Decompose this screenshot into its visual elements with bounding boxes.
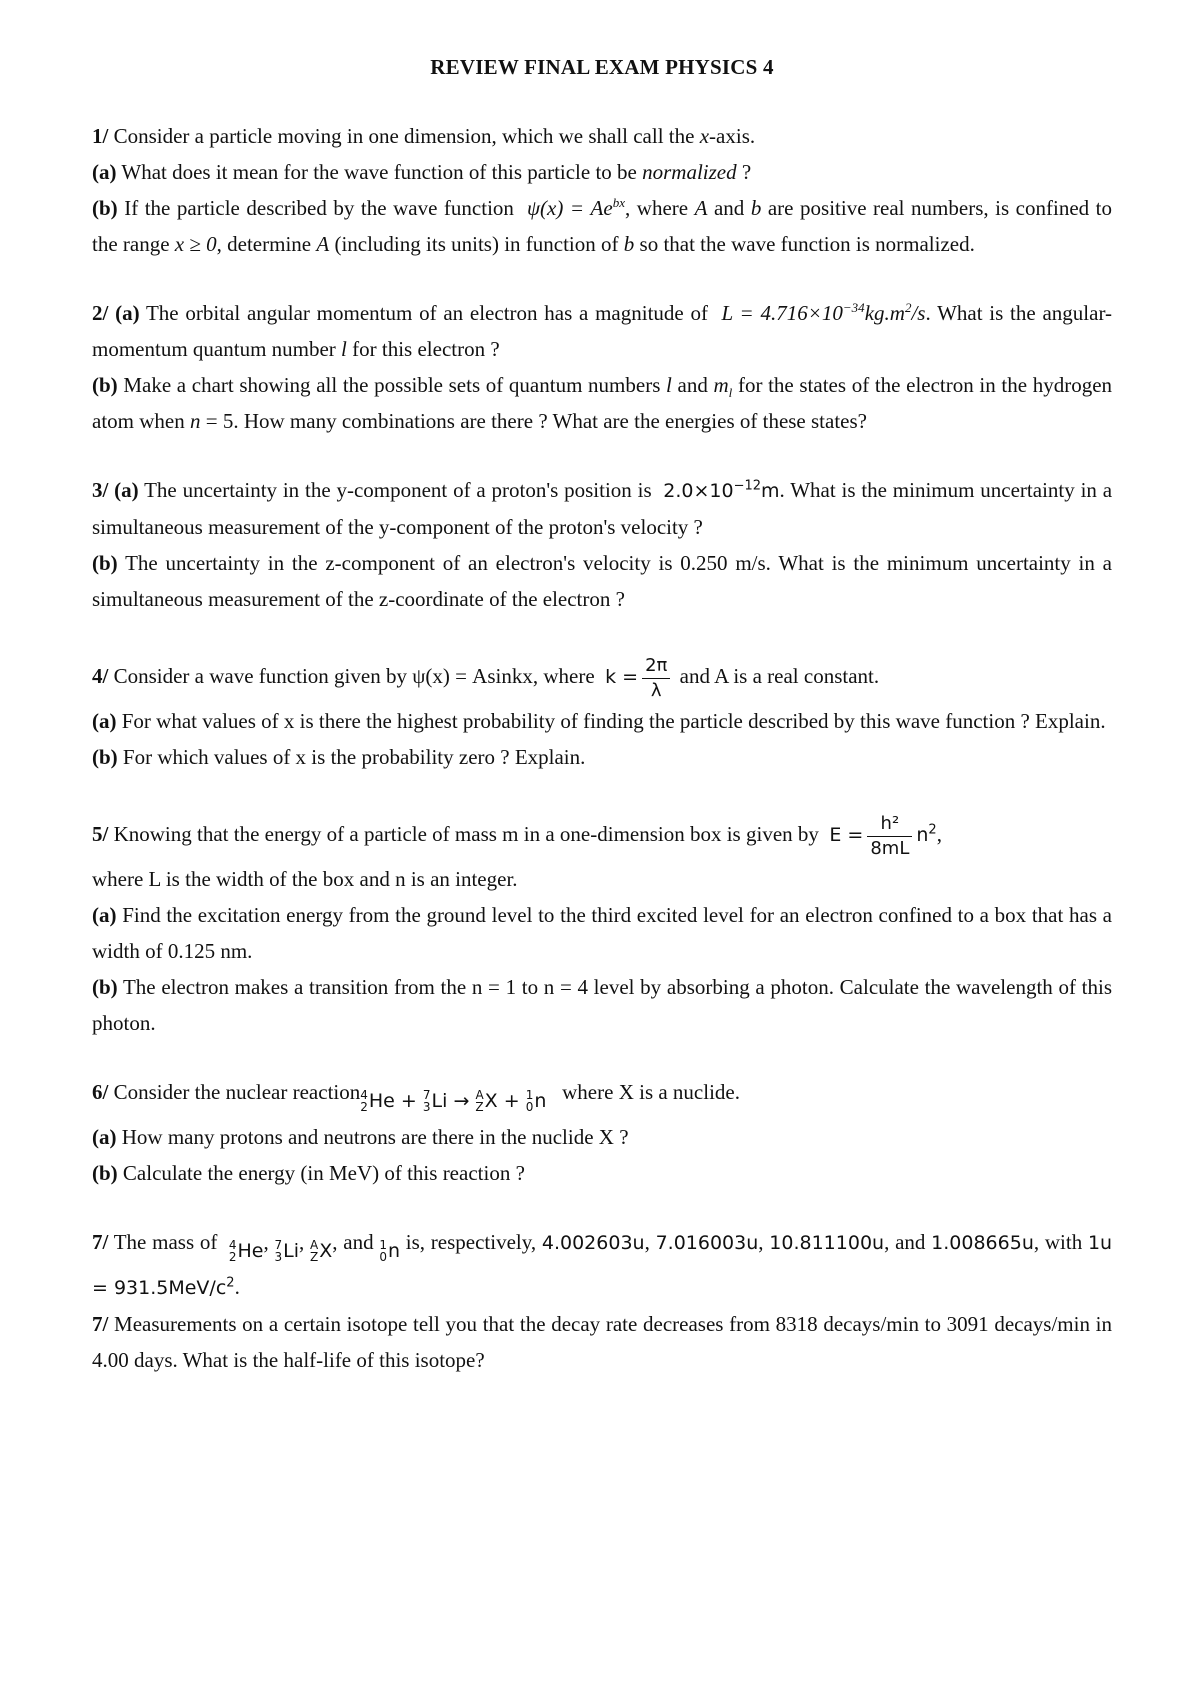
energy-fraction: $\frac{\text{h²}}{8mL}$ — [867, 812, 912, 861]
q1-intro: 1/ Consider a particle moving in one dimension, which we shall call the x-axis. — [92, 124, 756, 148]
q1-part-a: (a) What does it mean for the wave function of this particle to be normalized ? — [92, 160, 752, 184]
document-title: REVIEW FINAL EXAM PHYSICS 4 — [430, 55, 774, 79]
q2-part-a: 2/ (a) The orbital angular momentum of an electron has a magnitude of $L = 4.716\times 10^{-34}kg.m^2/s$. What is the angular-momentum quantum number l for this electron ? — [92, 300, 1113, 361]
range-formula: x ≥ 0 — [174, 232, 217, 256]
nuclear-reaction-equation: 4 2 He + 7 3 Li → A Z X + 1 0 n — [360, 1088, 547, 1114]
q3-part-a: 3/ (a) The uncertainty in the y-component of a proton's position is $2.0\times 10^{-12}m$. What is the minimum uncertainty in a simultaneous measurement of the y-component of the proton's velocity ? — [92, 478, 1113, 539]
q5-part-b: (b) The electron makes a transition from the n = 1 to n = 4 level by absorbing a photon. Calculate the wavelength of this photon. — [92, 975, 1112, 1035]
document-page — [92, 55, 1112, 1378]
q4-part-b: (b) For which values of x is the probability zero ? Explain. — [92, 745, 586, 769]
nuclide-li: 7 3 Li — [274, 1238, 299, 1264]
q5-where: where L is the width of the box and n is an integer. — [92, 867, 518, 891]
mass-energy-conversion: $1u = 931.5MeV/c^2$ — [92, 1232, 1113, 1299]
nuclide-x: A Z X — [310, 1238, 333, 1264]
q1-number: 1/ — [92, 124, 109, 148]
nuclide-he: 4 2 He — [228, 1238, 264, 1264]
q6-intro: 6/ Consider the nuclear reaction 4 2 He + 7 3 Li → A Z X + 1 0 n where X is a nuclide. — [92, 1074, 1112, 1119]
angular-momentum-formula: $L = 4.716\times 10^{-34}kg.m^2/s$ — [721, 300, 926, 325]
q6-part-a: (a) How many protons and neutrons are there in the nuclide X ? — [92, 1125, 629, 1149]
q4-intro: 4/ Consider a wave function given by ψ(x) = Asinkx, where k = $\frac{2\pi}{\lambda}$ and A is a real constant. — [92, 654, 880, 701]
q6-part-b: (b) Calculate the energy (in MeV) of this reaction ? — [92, 1161, 525, 1185]
wave-function-formula: $\psi(x) = Ae^{bx}$ — [526, 195, 625, 220]
wave-number-fraction: $\frac{2\pi}{\lambda}$ — [642, 654, 670, 703]
q5-intro: 5/ Knowing that the energy of a particle of mass m in a one-dimension box is given by E = $\frac{\text{h²}}{8mL}$ $n^2$, — [92, 812, 942, 859]
q4-part-a: (a) For what values of x is there the highest probability of finding the particle described by this wave function ? Explain. — [92, 709, 1106, 733]
q7-masses: 7/ The mass of 4 2 He , 7 3 Li , A Z X , and 1 0 n is, respectively, 4.002603u, 7.016003u, 10.811100u, and 1.008665u, with $1u = 931.5MeV/c^2$. — [92, 1230, 1113, 1299]
nuclide-n: 1 0 n — [379, 1238, 401, 1264]
q3-part-b: (b) The uncertainty in the z-component of an electron's velocity is 0.250 m/s. What is the minimum uncertainty in a simultaneous measurement of the z-coordinate of the electron ? — [92, 551, 1113, 611]
position-uncertainty-formula: $2.0\times 10^{-12}m$ — [663, 478, 780, 502]
q2-part-b: (b) Make a chart showing all the possible sets of quantum numbers l and $m_l$ for the states of the electron in the hydrogen atom when n = 5. How many combinations are there ? What are the energies of these states? — [92, 373, 1113, 433]
q8-decay: 7/ Measurements on a certain isotope tell you that the decay rate decreases from 8318 decays/min to 3091 decays/min in 4.00 days. What is the half-life of this isotope? — [92, 1312, 1112, 1372]
q1-part-b: (b) If the particle described by the wave function $\psi(x) = Ae^{bx}$, where A and b are positive real numbers, is confined to the range x ≥ 0, determine A (including its units) in function of b so that the wave function is normalized. — [92, 195, 1113, 256]
q5-part-a: (a) Find the excitation energy from the ground level to the third excited level for an electron confined to a box that has a width of 0.125 nm. — [92, 903, 1113, 963]
